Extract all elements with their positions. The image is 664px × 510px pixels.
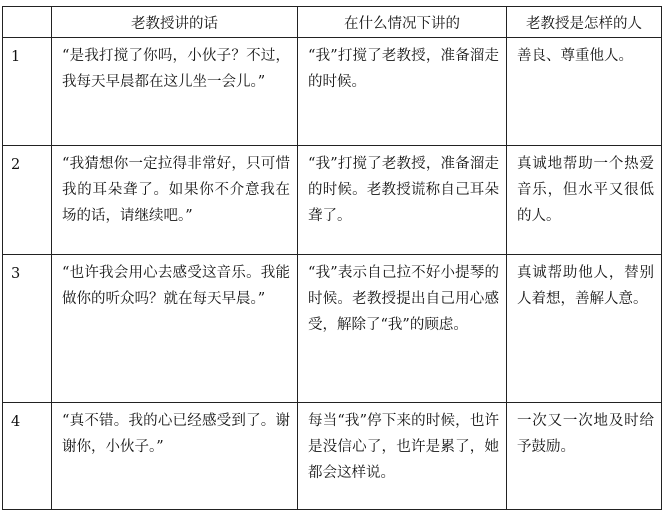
table-row <box>3 38 662 146</box>
header-cell-situation: 在什么情况下讲的 <box>298 7 507 38</box>
words-text: “是我打搅了你吗，小伙子？不过，我每天早晨都在这儿坐一会儿。” <box>62 48 290 90</box>
person-cell <box>507 38 662 146</box>
words-text: “真不错。我的心已经感受到了。谢谢你，小伙子。” <box>62 413 290 455</box>
situation-text: “我”打搅了老教授，准备溜走的时候。老教授谎称自己耳朵聋了。 <box>308 156 499 224</box>
person-cell <box>507 403 662 510</box>
words-cell <box>52 38 298 146</box>
situation-text: “我”表示自己拉不好小提琴的时候。老教授提出自己用心感受，解除了“我”的顾虑。 <box>308 265 499 333</box>
row-number: 1 <box>3 38 52 146</box>
table-row <box>3 146 662 255</box>
words-text: “我猜想你一定拉得非常好，只可惜我的耳朵聋了。如果你不介意我在场的话，请继续吧。” <box>62 156 290 224</box>
row-number: 3 <box>3 255 52 403</box>
person-text: 真诚地帮助一个热爱音乐，但水平又很低的人。 <box>517 156 654 224</box>
person-cell <box>507 146 662 255</box>
table-row <box>3 255 662 403</box>
person-text: 真诚帮助他人，替别人着想，善解人意。 <box>517 265 654 307</box>
words-cell <box>52 146 298 255</box>
person-text: 善良、尊重他人。 <box>517 48 633 64</box>
situation-cell <box>298 403 507 510</box>
row-number: 4 <box>3 403 52 510</box>
header-row <box>3 7 662 38</box>
header-cell-index <box>3 7 52 38</box>
comparison-table <box>2 6 662 510</box>
person-text: 一次又一次地及时给予鼓励。 <box>517 413 654 455</box>
words-cell <box>52 403 298 510</box>
header-cell-person: 老教授是怎样的人 <box>507 7 662 38</box>
situation-cell <box>298 146 507 255</box>
person-cell <box>507 255 662 403</box>
table-row <box>3 403 662 510</box>
situation-cell <box>298 255 507 403</box>
row-number: 2 <box>3 146 52 255</box>
words-text: “也许我会用心去感受这音乐。我能做你的听众吗？就在每天早晨。” <box>62 265 290 307</box>
situation-text: 每当“我”停下来的时候，也许是没信心了，也许是累了，她都会这样说。 <box>308 413 499 481</box>
words-cell <box>52 255 298 403</box>
situation-cell <box>298 38 507 146</box>
situation-text: “我”打搅了老教授，准备溜走的时候。 <box>308 48 499 90</box>
header-cell-words: 老教授讲的话 <box>52 7 298 38</box>
